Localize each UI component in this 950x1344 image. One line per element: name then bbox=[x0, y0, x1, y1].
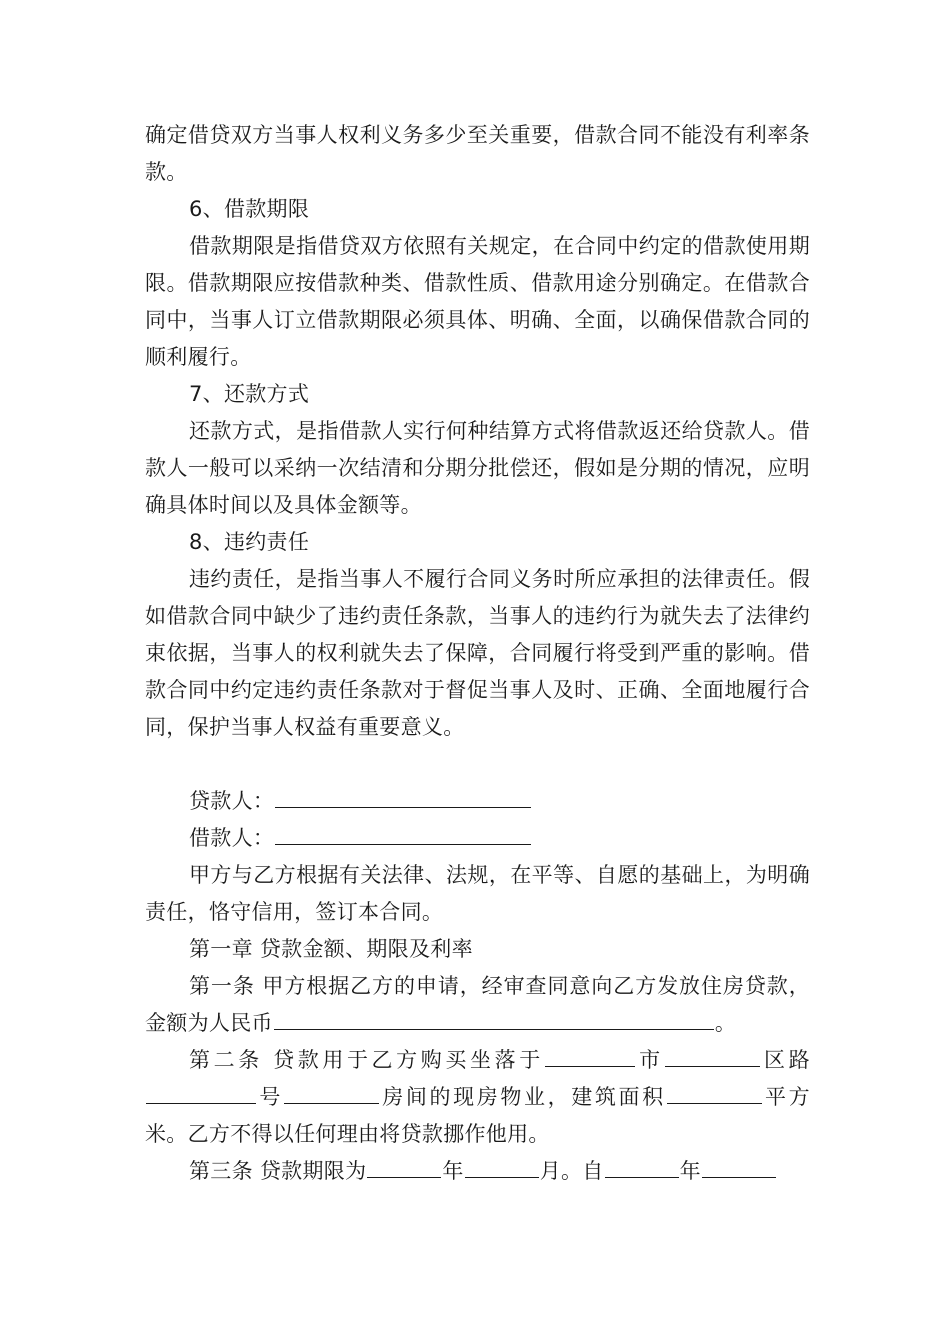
article-2 bbox=[145, 1042, 810, 1153]
number-label: 号 bbox=[257, 1085, 283, 1109]
start-month-blank[interactable] bbox=[702, 1155, 776, 1178]
start-year-blank[interactable] bbox=[605, 1155, 679, 1178]
month-label: 月。自 bbox=[539, 1159, 604, 1183]
heading-repayment-method: 7、还款方式 bbox=[189, 382, 310, 406]
chapter-title: 第一章 贷款金额、期限及利率 bbox=[189, 937, 473, 961]
borrower-line bbox=[145, 820, 810, 857]
area-label: 平方米。 bbox=[145, 1085, 810, 1146]
district-label: 区路 bbox=[760, 1048, 810, 1072]
document-body bbox=[145, 117, 810, 1190]
district-blank[interactable] bbox=[665, 1044, 760, 1067]
room-label: 房间的现房物业，建筑面积 bbox=[379, 1085, 666, 1109]
article-1 bbox=[145, 968, 810, 1042]
lender-line bbox=[145, 783, 810, 820]
paragraph-repayment-method: 还款方式，是指借款人实行何种结算方式将借款返还给贷款人。借款人一般可以采纳一次结清和分期分批偿还，假如是分期的情况，应明确具体时间以及具体金额等。 bbox=[145, 419, 810, 517]
lender-blank[interactable] bbox=[275, 785, 531, 808]
heading-liability: 8、违约责任 bbox=[189, 530, 310, 554]
year-label: 年 bbox=[442, 1159, 464, 1183]
article-2-text: 第二条 贷款用于乙方购买坐落于 bbox=[189, 1048, 544, 1072]
city-blank[interactable] bbox=[545, 1044, 635, 1067]
paragraph-rate-tail: 确定借贷双方当事人权利义务多少至关重要，借款合同不能没有利率条款。 bbox=[145, 123, 810, 184]
article-3-text: 第三条 贷款期限为 bbox=[189, 1159, 367, 1183]
borrower-label: 借款人： bbox=[189, 826, 275, 850]
lender-label: 贷款人： bbox=[189, 789, 275, 813]
article-2-tail: 乙方不得以任何理由将贷款挪作他用。 bbox=[187, 1122, 550, 1146]
paragraph-loan-term: 借款期限是指借贷双方依照有关规定，在合同中约定的借款使用期限。借款期限应按借款种类、借款性质、借款用途分别确定。在借款合同中，当事人订立借款期限必须具体、明确、全面，以确保借款合同的顺利履行。 bbox=[145, 234, 810, 369]
borrower-blank[interactable] bbox=[275, 822, 531, 845]
area-blank[interactable] bbox=[667, 1081, 762, 1104]
paragraph-liability: 违约责任，是指当事人不履行合同义务时所应承担的法律责任。假如借款合同中缺少了违约责任条款，当事人的违约行为就失去了法律约束依据，当事人的权利就失去了保障，合同履行将受到严重的影响。借款合同中约定违约责任条款对于督促当事人及时、正确、全面地履行合同，保护当事人权益有重要意义。 bbox=[145, 567, 810, 739]
article-1-text: 第一条 甲方根据乙方的申请，经审查同意向乙方发放住房贷款，金额为人民币 bbox=[145, 974, 810, 1035]
number-blank[interactable] bbox=[284, 1081, 379, 1104]
amount-blank[interactable] bbox=[274, 1007, 714, 1030]
article-1-end: 。 bbox=[714, 1011, 737, 1035]
spacer bbox=[145, 746, 810, 783]
heading-loan-term: 6、借款期限 bbox=[189, 197, 310, 221]
city-label: 市 bbox=[635, 1048, 664, 1072]
term-months-blank[interactable] bbox=[465, 1155, 539, 1178]
term-years-blank[interactable] bbox=[367, 1155, 441, 1178]
year-label-2: 年 bbox=[679, 1159, 701, 1183]
road-blank[interactable] bbox=[146, 1081, 256, 1104]
contract-intro: 甲方与乙方根据有关法律、法规，在平等、自愿的基础上，为明确责任，恪守信用，签订本合同。 bbox=[145, 863, 810, 924]
article-3 bbox=[145, 1153, 810, 1190]
